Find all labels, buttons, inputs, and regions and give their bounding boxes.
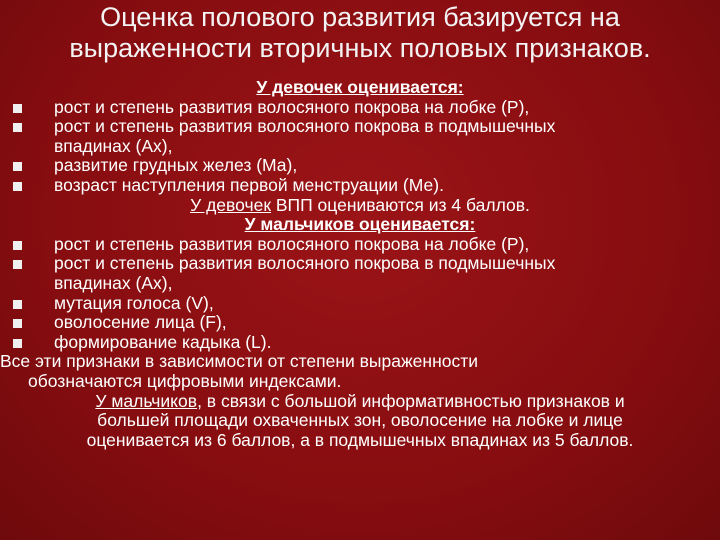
item-text: рост и степень развития волосяного покрова на лобке (Р), [54,233,530,254]
item-text: развитие грудных желез (Ма), [54,155,298,176]
title-line-2: выраженности вторичных половых признаков. [69,33,651,63]
boys-note [0,392,720,451]
item-text: рост и степень развития волосяного покрова на лобке (Р), [54,96,530,117]
slide-body [0,78,720,450]
boys-item-3 [0,294,720,314]
note-line-1-rest: , в связи с большой информативностью признаков и [197,390,625,411]
boys-item-4 [0,313,720,333]
item-text: рост и степень развития волосяного покрова в подмышечных [54,116,556,137]
square-bullet-icon [13,319,22,328]
summary-paragraph [0,352,720,391]
item-text: возраст наступления первой менструации (Ме). [54,174,444,195]
square-bullet-icon [13,339,22,348]
boys-item-2 [0,254,720,293]
item-text-continued: впадинах (Ах), [54,272,173,293]
girls-item-3 [0,156,720,176]
summary-line-2: обозначаются цифровыми индексами. [28,370,342,391]
item-text: оволосение лица (F), [54,312,227,333]
item-text: мутация голоса (V), [54,292,214,313]
girls-item-4 [0,176,720,196]
square-bullet-icon [13,162,22,171]
girls-item-1 [0,98,720,118]
item-text: рост и степень развития волосяного покрова в подмышечных [54,253,556,274]
square-bullet-icon [13,104,22,113]
boys-heading: У мальчиков оценивается: [244,214,476,235]
square-bullet-icon [13,123,22,132]
note-line-3: оценивается из 6 баллов, а в подмышечных впадинах из 5 баллов. [86,429,634,450]
boys-item-1 [0,235,720,255]
girls-score-rest: ВПП оцениваются из 4 баллов. [271,194,530,215]
slide-title [0,2,720,64]
girls-score-line [0,196,720,216]
square-bullet-icon [13,260,22,269]
item-text: формирование кадыка (L). [54,331,272,352]
square-bullet-icon [13,300,22,309]
item-text-continued: впадинах (Ах), [54,135,173,156]
note-line-1 [18,392,702,412]
boys-item-5 [0,333,720,353]
girls-score-subject: У девочек [190,194,271,215]
girls-heading: У девочек оценивается: [256,77,464,97]
girls-item-2 [0,117,720,156]
square-bullet-icon [13,182,22,191]
note-subject: У мальчиков [95,390,198,411]
summary-line-1: Все эти признаки в зависимости от степени выраженности [0,351,479,372]
square-bullet-icon [13,241,22,250]
note-line-2: большей площади охваченных зон, оволосение на лобке и лице [97,410,623,431]
title-line-1: Оценка полового развития базируется на [100,2,620,32]
